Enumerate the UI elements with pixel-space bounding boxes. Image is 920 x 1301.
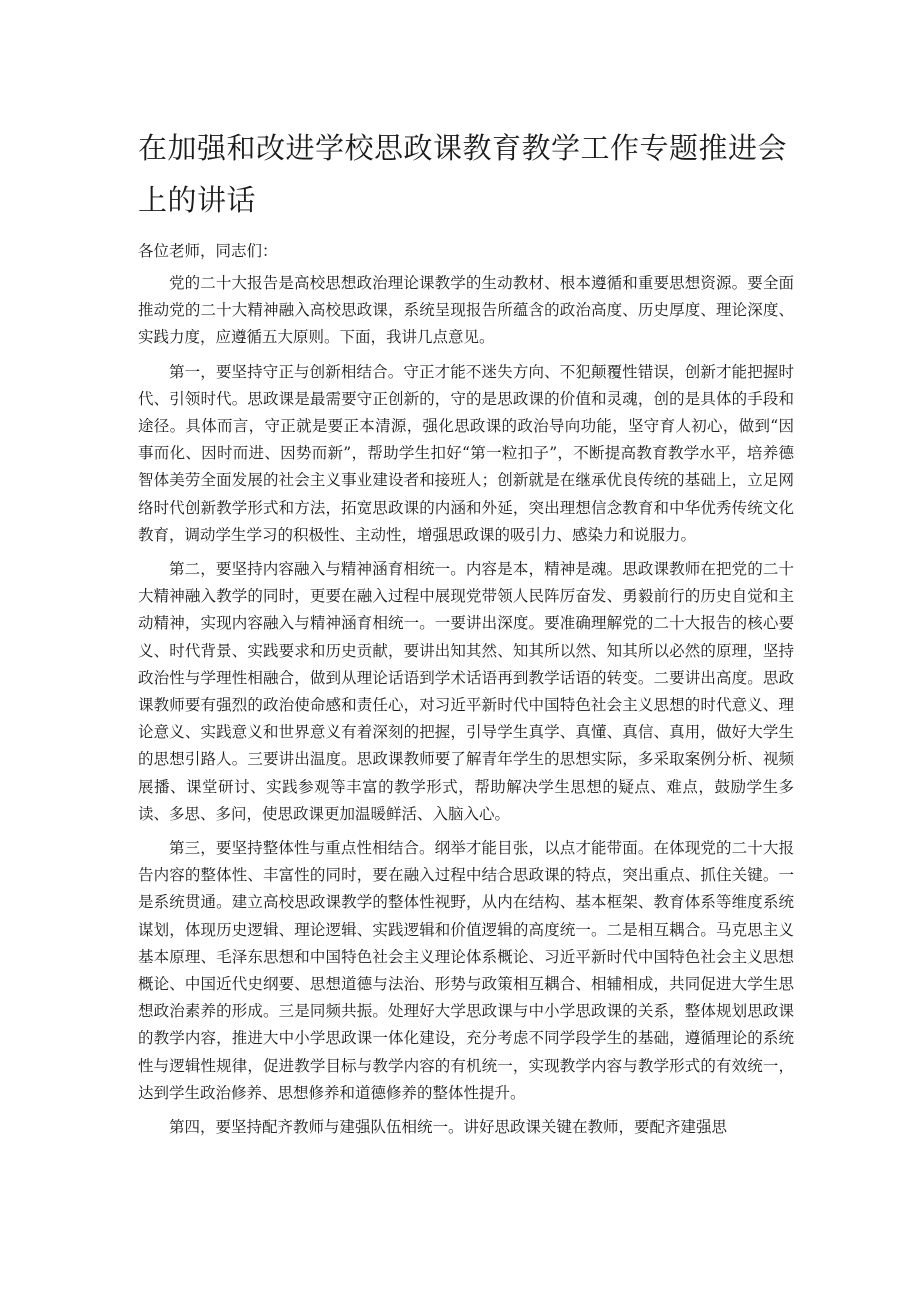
paragraph-intro: 党的二十大报告是高校思想政治理论课教学的生动教材、根本遵循和重要思想资源。要全面推动党的二十大精神融入高校思政课，系统呈现报告所蕴含的政治高度、历史厚度、理论深度、实践力度，应遵循五大原则。下面，我讲几点意见。 <box>138 274 794 347</box>
paragraph-fourth-principle: 第四，要坚持配齐教师与建强队伍相统一。讲好思政课关键在教师，要配齐建强思 <box>169 1118 728 1137</box>
paragraph-first-principle: 第一，要坚持守正与创新相结合。守正才能不迷失方向、不犯颠覆性错误，创新才能把握时代、引领时代。思政课是最需要守正创新的，守的是思政课的价值和灵魂，创的是具体的手段和途径。具体而言，守正就是要正本清源，强化思政课的政治导向功能，坚守育人初心，做到“因事而化、因时而进、因势而新”，帮助学生扣好“第一粒扣子”，不断提高教育教学水平，培养德智体美劳全面发展的社会主义事业建设者和接班人；创新就是在继承优良传统的基础上，立足网络时代创新教学形式和方法，拓宽思政课的内涵和外延，突出理想信念教育和中华优秀传统文化教育，调动学生学习的积极性、主动性，增强思政课的吸引力、感染力和说服力。 <box>138 362 794 544</box>
paragraph-second-principle: 第二，要坚持内容融入与精神涵育相统一。内容是本，精神是魂。思政课教师在把党的二十大精神融入教学的同时，更要在融入过程中展现党带领人民阵厉奋发、勇毅前行的历史自觉和主动精神，实现内容融入与精神涵育相统一。一要讲出深度。要准确理解党的二十大报告的核心要义、时代背景、实践要求和历史贡献，要讲出知其然、知其所以然、知其所以必然的原理，坚持政治性与学理性相融合，做到从理论话语到学术话语再到教学话语的转变。二要讲出高度。思政课教师要有强烈的政治使命感和责任心，对习近平新时代中国特色社会主义思想的时代意义、理论意义、实践意义和世界意义有着深刻的把握，引导学生真学、真懂、真信、真用，做好大学生的思想引路人。三要讲出温度。思政课教师要了解青年学生的思想实际，多采取案例分析、视频展播、课堂研讨、实践参观等丰富的教学形式，帮助解决学生思想的疑点、难点，鼓励学生多读、多思、多问，使思政课更加温暖鲜活、入脑入心。 <box>138 560 794 823</box>
salutation: 各位老师，同志们： <box>138 242 278 260</box>
document-page <box>138 122 794 1148</box>
document-title: 在加强和改进学校思政课教育教学工作专题推进会上的讲话 <box>138 131 788 217</box>
paragraph-third-principle: 第三，要坚持整体性与重点性相结合。纲举才能目张，以点才能带面。在体现党的二十大报告内容的整体性、丰富性的同时，要在融入过程中结合思政课的特点，突出重点、抓住关键。一是系统贯通。建立高校思政课教学的整体性视野，从内在结构、基本框架、教育体系等维度系统谋划，体现历史逻辑、理论逻辑、实践逻辑和价值逻辑的高度统一。二是相互耦合。马克思主义基本原理、毛泽东思想和中国特色社会主义理论体系概论、习近平新时代中国特色社会主义思想概论、中国近代史纲要、思想道德与法治、形势与政策相互耦合、相辅相成，共同促进大学生思想政治素养的形成。三是同频共振。处理好大学思政课与中小学思政课的关系，整体规划思政课的教学内容，推进大中小学思政课一体化建设，充分考虑不同学段学生的基础，遵循理论的系统性与逻辑性规律，促进教学目标与教学内容的有机统一，实现教学内容与教学形式的有效统一，达到学生政治修养、思想修养和道德修养的整体性提升。 <box>138 839 794 1102</box>
